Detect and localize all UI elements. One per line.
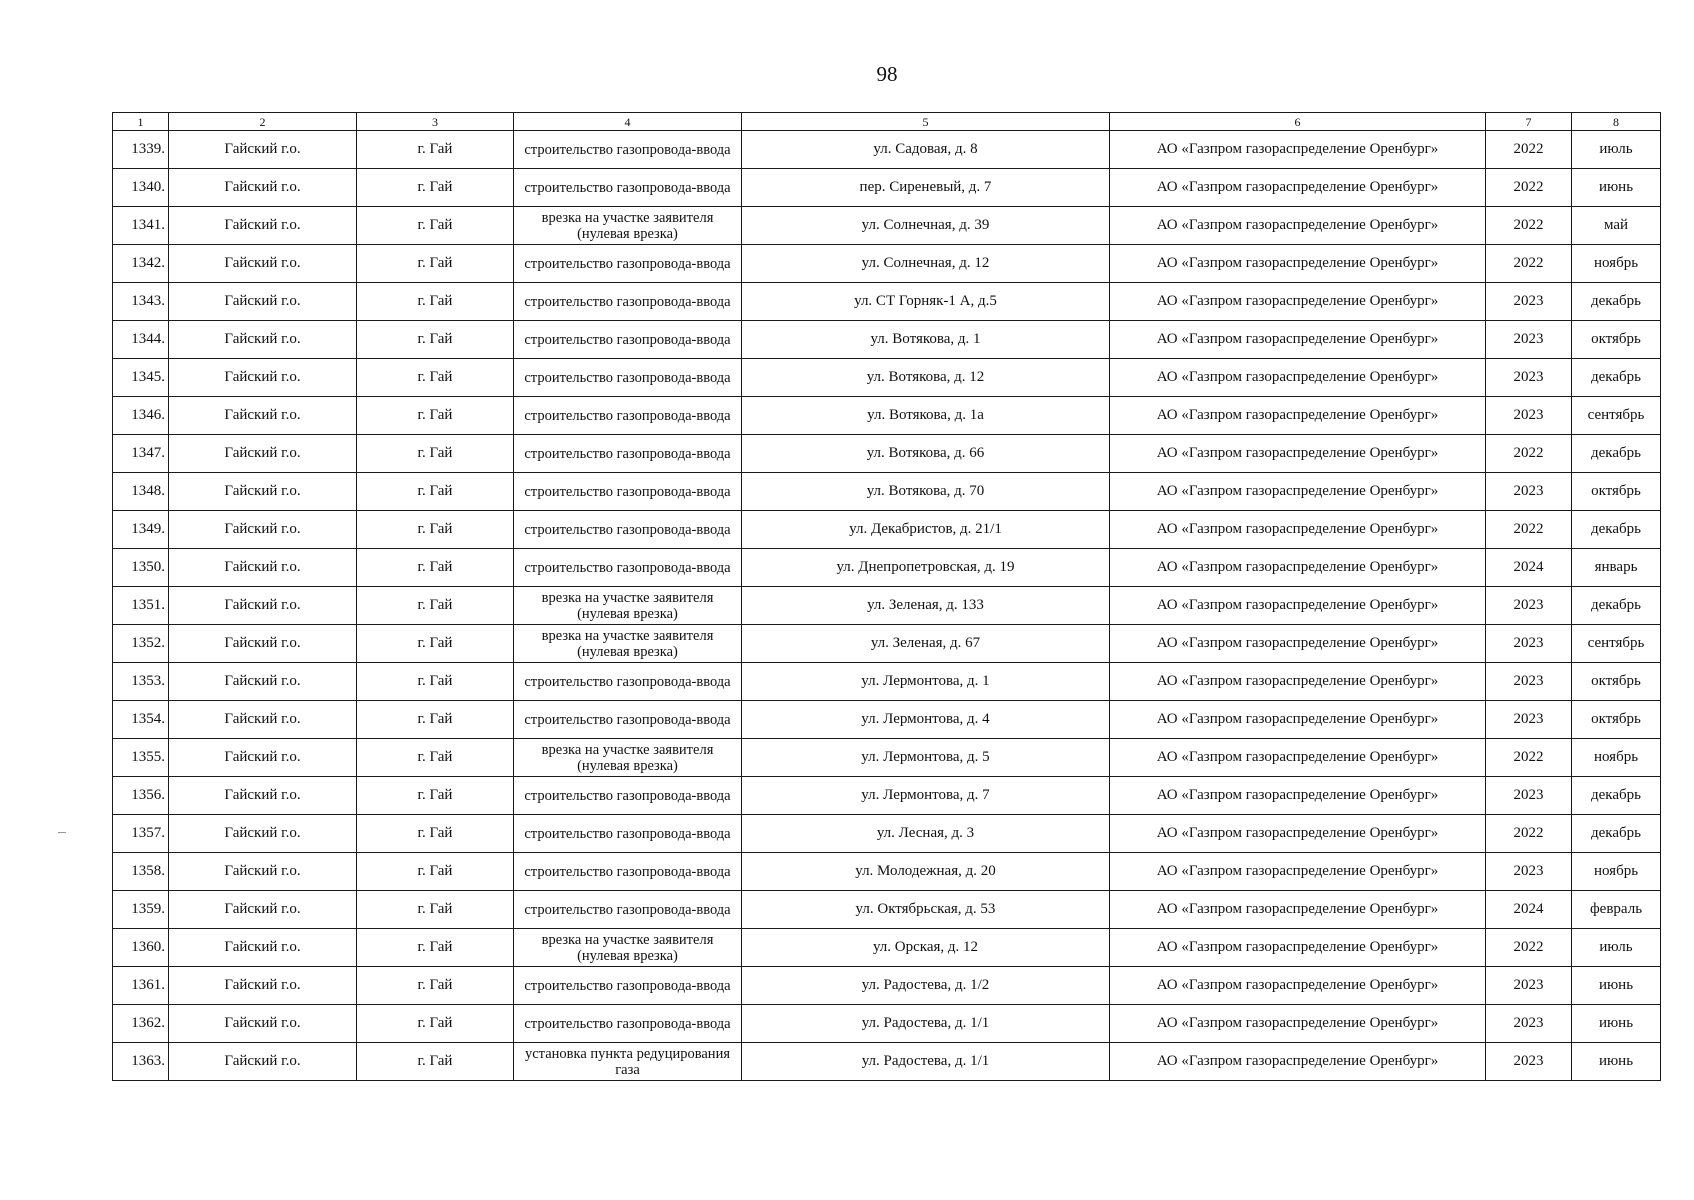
settlement-cell: г. Гай xyxy=(357,1043,514,1081)
column-number: 2 xyxy=(169,113,357,131)
row-number-cell: 1350. xyxy=(113,549,169,587)
table-row xyxy=(113,663,1661,701)
work-type-cell: строительство газопровода-ввода xyxy=(514,435,742,473)
year-cell: 2023 xyxy=(1486,397,1572,435)
district-cell: Гайский г.о. xyxy=(169,739,357,777)
organization-cell: АО «Газпром газораспределение Оренбург» xyxy=(1110,245,1486,283)
organization-cell: АО «Газпром газораспределение Оренбург» xyxy=(1110,131,1486,169)
settlement-cell: г. Гай xyxy=(357,967,514,1005)
district-cell: Гайский г.о. xyxy=(169,625,357,663)
organization-cell: АО «Газпром газораспределение Оренбург» xyxy=(1110,549,1486,587)
work-type-cell: строительство газопровода-ввода xyxy=(514,473,742,511)
settlement-cell: г. Гай xyxy=(357,929,514,967)
settlement-cell: г. Гай xyxy=(357,549,514,587)
row-number-cell: 1352. xyxy=(113,625,169,663)
table-row xyxy=(113,853,1661,891)
table-row xyxy=(113,587,1661,625)
district-cell: Гайский г.о. xyxy=(169,549,357,587)
work-type-cell: строительство газопровода-ввода xyxy=(514,701,742,739)
work-type-cell: врезка на участке заявителя (нулевая врезка) xyxy=(514,625,742,663)
district-cell: Гайский г.о. xyxy=(169,777,357,815)
month-cell: декабрь xyxy=(1572,359,1661,397)
column-number: 6 xyxy=(1110,113,1486,131)
address-cell: ул. Зеленая, д. 133 xyxy=(742,587,1110,625)
work-type-cell: врезка на участке заявителя (нулевая врезка) xyxy=(514,739,742,777)
organization-cell: АО «Газпром газораспределение Оренбург» xyxy=(1110,929,1486,967)
address-cell: ул. СТ Горняк-1 А, д.5 xyxy=(742,283,1110,321)
work-type-cell: строительство газопровода-ввода xyxy=(514,511,742,549)
year-cell: 2023 xyxy=(1486,853,1572,891)
work-type-cell: строительство газопровода-ввода xyxy=(514,397,742,435)
settlement-cell: г. Гай xyxy=(357,625,514,663)
month-cell: декабрь xyxy=(1572,777,1661,815)
row-number-cell: 1348. xyxy=(113,473,169,511)
month-cell: сентябрь xyxy=(1572,625,1661,663)
district-cell: Гайский г.о. xyxy=(169,701,357,739)
month-cell: февраль xyxy=(1572,891,1661,929)
row-number-cell: 1363. xyxy=(113,1043,169,1081)
year-cell: 2023 xyxy=(1486,625,1572,663)
work-type-cell: строительство газопровода-ввода xyxy=(514,245,742,283)
column-number: 5 xyxy=(742,113,1110,131)
settlement-cell: г. Гай xyxy=(357,777,514,815)
district-cell: Гайский г.о. xyxy=(169,131,357,169)
district-cell: Гайский г.о. xyxy=(169,815,357,853)
work-type-cell: строительство газопровода-ввода xyxy=(514,549,742,587)
work-type-cell: врезка на участке заявителя (нулевая врезка) xyxy=(514,929,742,967)
settlement-cell: г. Гай xyxy=(357,397,514,435)
row-number-cell: 1351. xyxy=(113,587,169,625)
year-cell: 2023 xyxy=(1486,1005,1572,1043)
month-cell: ноябрь xyxy=(1572,853,1661,891)
work-type-cell: строительство газопровода-ввода xyxy=(514,663,742,701)
row-number-cell: 1343. xyxy=(113,283,169,321)
address-cell: ул. Радостева, д. 1/2 xyxy=(742,967,1110,1005)
organization-cell: АО «Газпром газораспределение Оренбург» xyxy=(1110,283,1486,321)
month-cell: октябрь xyxy=(1572,663,1661,701)
row-number-cell: 1342. xyxy=(113,245,169,283)
year-cell: 2022 xyxy=(1486,245,1572,283)
year-cell: 2022 xyxy=(1486,435,1572,473)
settlement-cell: г. Гай xyxy=(357,435,514,473)
year-cell: 2023 xyxy=(1486,283,1572,321)
row-number-cell: 1362. xyxy=(113,1005,169,1043)
year-cell: 2023 xyxy=(1486,967,1572,1005)
settlement-cell: г. Гай xyxy=(357,663,514,701)
organization-cell: АО «Газпром газораспределение Оренбург» xyxy=(1110,207,1486,245)
address-cell: ул. Вотякова, д. 70 xyxy=(742,473,1110,511)
year-cell: 2022 xyxy=(1486,207,1572,245)
table-row xyxy=(113,359,1661,397)
month-cell: сентябрь xyxy=(1572,397,1661,435)
address-cell: ул. Садовая, д. 8 xyxy=(742,131,1110,169)
address-cell: ул. Вотякова, д. 66 xyxy=(742,435,1110,473)
address-cell: ул. Лермонтова, д. 4 xyxy=(742,701,1110,739)
table-row xyxy=(113,1043,1661,1081)
settlement-cell: г. Гай xyxy=(357,473,514,511)
district-cell: Гайский г.о. xyxy=(169,929,357,967)
work-type-cell: строительство газопровода-ввода xyxy=(514,169,742,207)
month-cell: ноябрь xyxy=(1572,739,1661,777)
year-cell: 2023 xyxy=(1486,321,1572,359)
address-cell: ул. Лермонтова, д. 1 xyxy=(742,663,1110,701)
district-cell: Гайский г.о. xyxy=(169,663,357,701)
column-number: 7 xyxy=(1486,113,1572,131)
year-cell: 2023 xyxy=(1486,587,1572,625)
organization-cell: АО «Газпром газораспределение Оренбург» xyxy=(1110,625,1486,663)
row-number-cell: 1360. xyxy=(113,929,169,967)
year-cell: 2023 xyxy=(1486,1043,1572,1081)
month-cell: июль xyxy=(1572,929,1661,967)
address-cell: ул. Вотякова, д. 1а xyxy=(742,397,1110,435)
district-cell: Гайский г.о. xyxy=(169,321,357,359)
address-cell: пер. Сиреневый, д. 7 xyxy=(742,169,1110,207)
organization-cell: АО «Газпром газораспределение Оренбург» xyxy=(1110,701,1486,739)
table-row xyxy=(113,701,1661,739)
organization-cell: АО «Газпром газораспределение Оренбург» xyxy=(1110,511,1486,549)
work-type-cell: врезка на участке заявителя (нулевая врезка) xyxy=(514,587,742,625)
year-cell: 2022 xyxy=(1486,929,1572,967)
settlement-cell: г. Гай xyxy=(357,587,514,625)
work-type-cell: строительство газопровода-ввода xyxy=(514,815,742,853)
settlement-cell: г. Гай xyxy=(357,511,514,549)
district-cell: Гайский г.о. xyxy=(169,473,357,511)
table-row xyxy=(113,473,1661,511)
work-type-cell: строительство газопровода-ввода xyxy=(514,131,742,169)
organization-cell: АО «Газпром газораспределение Оренбург» xyxy=(1110,1043,1486,1081)
month-cell: декабрь xyxy=(1572,435,1661,473)
row-number-cell: 1341. xyxy=(113,207,169,245)
table-row xyxy=(113,207,1661,245)
table-row xyxy=(113,397,1661,435)
address-cell: ул. Солнечная, д. 39 xyxy=(742,207,1110,245)
table-row xyxy=(113,929,1661,967)
table-row xyxy=(113,511,1661,549)
year-cell: 2023 xyxy=(1486,777,1572,815)
year-cell: 2022 xyxy=(1486,511,1572,549)
table-row xyxy=(113,777,1661,815)
organization-cell: АО «Газпром газораспределение Оренбург» xyxy=(1110,967,1486,1005)
year-cell: 2022 xyxy=(1486,739,1572,777)
row-number-cell: 1358. xyxy=(113,853,169,891)
address-cell: ул. Радостева, д. 1/1 xyxy=(742,1043,1110,1081)
district-cell: Гайский г.о. xyxy=(169,245,357,283)
month-cell: июнь xyxy=(1572,1005,1661,1043)
table-body xyxy=(113,131,1661,1081)
district-cell: Гайский г.о. xyxy=(169,1005,357,1043)
month-cell: декабрь xyxy=(1572,511,1661,549)
row-number-cell: 1345. xyxy=(113,359,169,397)
row-number-cell: 1349. xyxy=(113,511,169,549)
address-cell: ул. Солнечная, д. 12 xyxy=(742,245,1110,283)
district-cell: Гайский г.о. xyxy=(169,587,357,625)
month-cell: июнь xyxy=(1572,967,1661,1005)
settlement-cell: г. Гай xyxy=(357,701,514,739)
district-cell: Гайский г.о. xyxy=(169,853,357,891)
table-row xyxy=(113,435,1661,473)
address-cell: ул. Радостева, д. 1/1 xyxy=(742,1005,1110,1043)
table-row xyxy=(113,967,1661,1005)
district-cell: Гайский г.о. xyxy=(169,283,357,321)
organization-cell: АО «Газпром газораспределение Оренбург» xyxy=(1110,473,1486,511)
month-cell: декабрь xyxy=(1572,283,1661,321)
address-cell: ул. Днепропетровская, д. 19 xyxy=(742,549,1110,587)
year-cell: 2022 xyxy=(1486,169,1572,207)
work-type-cell: строительство газопровода-ввода xyxy=(514,359,742,397)
organization-cell: АО «Газпром газораспределение Оренбург» xyxy=(1110,397,1486,435)
address-cell: ул. Лермонтова, д. 5 xyxy=(742,739,1110,777)
organization-cell: АО «Газпром газораспределение Оренбург» xyxy=(1110,853,1486,891)
table-row xyxy=(113,891,1661,929)
year-cell: 2023 xyxy=(1486,473,1572,511)
row-number-cell: 1354. xyxy=(113,701,169,739)
column-number-row xyxy=(113,113,1661,131)
district-cell: Гайский г.о. xyxy=(169,511,357,549)
district-cell: Гайский г.о. xyxy=(169,891,357,929)
settlement-cell: г. Гай xyxy=(357,739,514,777)
row-number-cell: 1346. xyxy=(113,397,169,435)
month-cell: октябрь xyxy=(1572,321,1661,359)
district-cell: Гайский г.о. xyxy=(169,1043,357,1081)
table-row xyxy=(113,169,1661,207)
year-cell: 2023 xyxy=(1486,359,1572,397)
row-number-cell: 1359. xyxy=(113,891,169,929)
organization-cell: АО «Газпром газораспределение Оренбург» xyxy=(1110,891,1486,929)
table-row xyxy=(113,321,1661,359)
row-number-cell: 1344. xyxy=(113,321,169,359)
row-number-cell: 1340. xyxy=(113,169,169,207)
work-type-cell: строительство газопровода-ввода xyxy=(514,1005,742,1043)
work-type-cell: строительство газопровода-ввода xyxy=(514,891,742,929)
organization-cell: АО «Газпром газораспределение Оренбург» xyxy=(1110,435,1486,473)
settlement-cell: г. Гай xyxy=(357,207,514,245)
organization-cell: АО «Газпром газораспределение Оренбург» xyxy=(1110,321,1486,359)
row-number-cell: 1361. xyxy=(113,967,169,1005)
district-cell: Гайский г.о. xyxy=(169,435,357,473)
address-cell: ул. Молодежная, д. 20 xyxy=(742,853,1110,891)
table-row xyxy=(113,283,1661,321)
month-cell: декабрь xyxy=(1572,587,1661,625)
row-number-cell: 1339. xyxy=(113,131,169,169)
district-cell: Гайский г.о. xyxy=(169,359,357,397)
table-row xyxy=(113,549,1661,587)
table-row xyxy=(113,739,1661,777)
settlement-cell: г. Гай xyxy=(357,359,514,397)
month-cell: октябрь xyxy=(1572,473,1661,511)
organization-cell: АО «Газпром газораспределение Оренбург» xyxy=(1110,169,1486,207)
year-cell: 2023 xyxy=(1486,663,1572,701)
work-type-cell: врезка на участке заявителя (нулевая врезка) xyxy=(514,207,742,245)
address-cell: ул. Вотякова, д. 1 xyxy=(742,321,1110,359)
settlement-cell: г. Гай xyxy=(357,245,514,283)
column-number: 8 xyxy=(1572,113,1661,131)
column-number: 1 xyxy=(113,113,169,131)
column-number: 3 xyxy=(357,113,514,131)
address-cell: ул. Зеленая, д. 67 xyxy=(742,625,1110,663)
organization-cell: АО «Газпром газораспределение Оренбург» xyxy=(1110,777,1486,815)
row-number-cell: 1353. xyxy=(113,663,169,701)
row-number-cell: 1355. xyxy=(113,739,169,777)
year-cell: 2023 xyxy=(1486,701,1572,739)
settlement-cell: г. Гай xyxy=(357,815,514,853)
organization-cell: АО «Газпром газораспределение Оренбург» xyxy=(1110,739,1486,777)
month-cell: июнь xyxy=(1572,1043,1661,1081)
row-number-cell: 1357. xyxy=(113,815,169,853)
address-cell: ул. Лесная, д. 3 xyxy=(742,815,1110,853)
gasification-table xyxy=(112,112,1661,1081)
address-cell: ул. Лермонтова, д. 7 xyxy=(742,777,1110,815)
table-row xyxy=(113,245,1661,283)
work-type-cell: строительство газопровода-ввода xyxy=(514,967,742,1005)
work-type-cell: строительство газопровода-ввода xyxy=(514,283,742,321)
address-cell: ул. Октябрьская, д. 53 xyxy=(742,891,1110,929)
settlement-cell: г. Гай xyxy=(357,283,514,321)
year-cell: 2024 xyxy=(1486,891,1572,929)
address-cell: ул. Вотякова, д. 12 xyxy=(742,359,1110,397)
organization-cell: АО «Газпром газораспределение Оренбург» xyxy=(1110,1005,1486,1043)
page-number: 98 xyxy=(876,62,898,86)
month-cell: январь xyxy=(1572,549,1661,587)
settlement-cell: г. Гай xyxy=(357,853,514,891)
settlement-cell: г. Гай xyxy=(357,321,514,359)
year-cell: 2024 xyxy=(1486,549,1572,587)
settlement-cell: г. Гай xyxy=(357,891,514,929)
organization-cell: АО «Газпром газораспределение Оренбург» xyxy=(1110,359,1486,397)
organization-cell: АО «Газпром газораспределение Оренбург» xyxy=(1110,587,1486,625)
column-number: 4 xyxy=(514,113,742,131)
district-cell: Гайский г.о. xyxy=(169,967,357,1005)
address-cell: ул. Орская, д. 12 xyxy=(742,929,1110,967)
settlement-cell: г. Гай xyxy=(357,131,514,169)
month-cell: май xyxy=(1572,207,1661,245)
year-cell: 2022 xyxy=(1486,815,1572,853)
work-type-cell: строительство газопровода-ввода xyxy=(514,777,742,815)
year-cell: 2022 xyxy=(1486,131,1572,169)
row-number-cell: 1356. xyxy=(113,777,169,815)
settlement-cell: г. Гай xyxy=(357,1005,514,1043)
month-cell: ноябрь xyxy=(1572,245,1661,283)
table-row xyxy=(113,131,1661,169)
address-cell: ул. Декабристов, д. 21/1 xyxy=(742,511,1110,549)
district-cell: Гайский г.о. xyxy=(169,207,357,245)
table-row xyxy=(113,625,1661,663)
settlement-cell: г. Гай xyxy=(357,169,514,207)
organization-cell: АО «Газпром газораспределение Оренбург» xyxy=(1110,815,1486,853)
scan-mark xyxy=(58,832,66,833)
month-cell: июнь xyxy=(1572,169,1661,207)
table-row xyxy=(113,1005,1661,1043)
work-type-cell: установка пункта редуцирования газа xyxy=(514,1043,742,1081)
row-number-cell: 1347. xyxy=(113,435,169,473)
organization-cell: АО «Газпром газораспределение Оренбург» xyxy=(1110,663,1486,701)
district-cell: Гайский г.о. xyxy=(169,169,357,207)
month-cell: октябрь xyxy=(1572,701,1661,739)
work-type-cell: строительство газопровода-ввода xyxy=(514,853,742,891)
district-cell: Гайский г.о. xyxy=(169,397,357,435)
table-row xyxy=(113,815,1661,853)
month-cell: июль xyxy=(1572,131,1661,169)
month-cell: декабрь xyxy=(1572,815,1661,853)
work-type-cell: строительство газопровода-ввода xyxy=(514,321,742,359)
